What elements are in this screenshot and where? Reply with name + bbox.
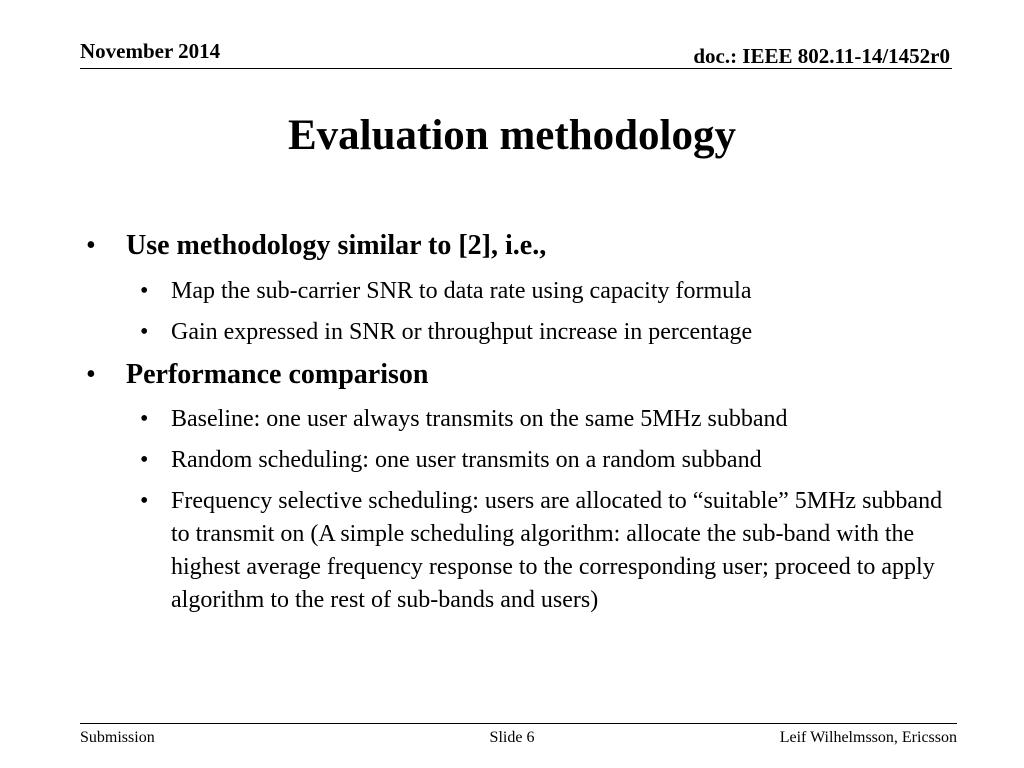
footer-divider: [80, 723, 957, 724]
footer-submission: Submission: [80, 729, 155, 746]
sub-bullet: [86, 316, 946, 349]
sub-list-performance: [86, 403, 946, 617]
sub-bullet-text: Frequency selective scheduling: users are allocated to “suitable” 5MHz subband to transmit on (A simple scheduling algorithm: allocate the sub-band with the highest average frequency response to the corresponding user; proceed to apply algorithm to the rest of sub-bands and users): [171, 488, 943, 614]
sub-bullet: [86, 275, 946, 308]
bullet-methodology: [86, 229, 946, 263]
bullet-dot-icon: •: [140, 406, 149, 433]
sub-bullet: [86, 444, 946, 477]
bullet-dot-icon: •: [140, 488, 149, 515]
bullet-dot-icon: •: [140, 318, 149, 345]
header-divider: [80, 68, 952, 69]
footer-author: Leif Wilhelmsson, Ericsson: [779, 729, 957, 746]
bullet-performance-comparison: [86, 358, 946, 392]
bullet-text: Use methodology similar to [2], i.e.,: [126, 230, 547, 261]
slide-title: Evaluation methodology: [288, 112, 736, 159]
sub-bullet-text: Baseline: one user always transmits on the same 5MHz subband: [171, 406, 788, 433]
sub-bullet: [86, 485, 946, 617]
bullet-dot-icon: •: [140, 277, 149, 304]
header-doc-id: doc.: IEEE 802.11-14/1452r0: [693, 44, 950, 68]
sub-bullet-text: Random scheduling: one user transmits on a random subband: [171, 447, 762, 474]
sub-list-methodology: [86, 275, 946, 349]
sub-bullet-text: Map the sub-carrier SNR to data rate using capacity formula: [171, 277, 752, 304]
bullet-text: Performance comparison: [126, 358, 429, 390]
sub-bullet-text: Gain expressed in SNR or throughput increase in percentage: [171, 318, 753, 345]
footer-slide-number: Slide 6: [489, 729, 535, 746]
bullet-dot-icon: •: [86, 358, 96, 390]
bullet-dot-icon: •: [86, 230, 96, 261]
bullet-dot-icon: •: [140, 447, 149, 474]
header-date: November 2014: [80, 39, 221, 63]
slide-content: [86, 229, 946, 626]
sub-bullet: [86, 403, 946, 436]
